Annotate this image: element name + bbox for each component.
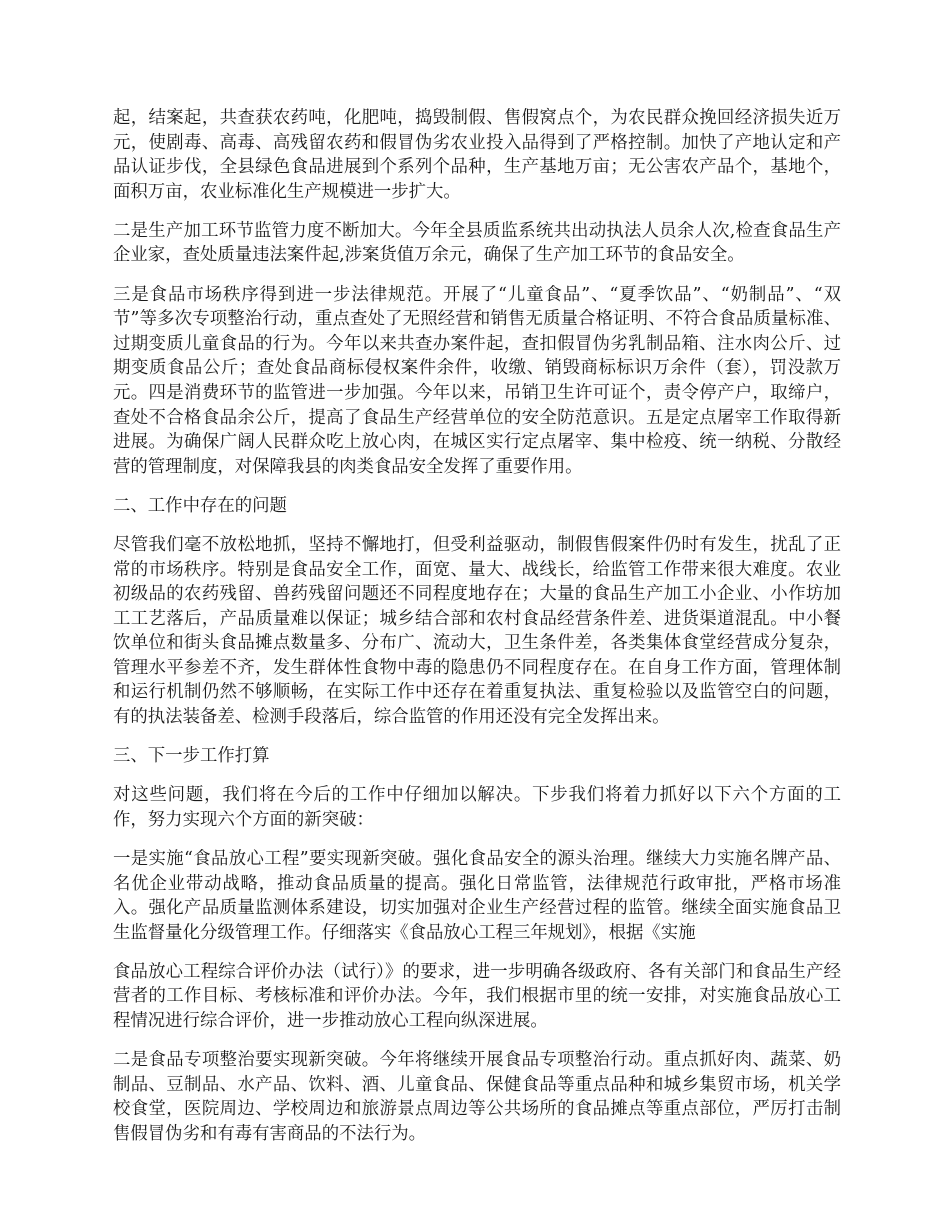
paragraph-special-rectification: 二是食品专项整治要实现新突破。今年将继续开展食品专项整治行动。重点抓好肉、蔬菜、奶制品、豆制品、水产品、饮料、酒、儿童食品、保健食品等重点品种和城乡集贸市场，机关学校食堂，医院周边、学校周边和旅游景点周边等公共场所的食品摊点等重点部位，严厉打击制售假冒伪劣和有毒有害商品的不法行为。 <box>113 1050 841 1144</box>
document-body <box>113 106 841 1161</box>
paragraph-agriculture-enforcement: 起，结案起，共查获农药吨，化肥吨，捣毁制假、售假窝点个，为农民群众挽回经济损失近万元，使剧毒、高毒、高残留农药和假冒伪劣农业投入品得到了严格控制。加快了产地认定和产品认证步伐，全县绿色食品进展到个系列个品种，生产基地万亩；无公害农产品个，基地个，面积万亩，农业标准化生产规模进一步扩大。 <box>113 108 841 202</box>
paragraph-food-safety-evaluation: 食品放心工程综合评价办法（试行）》的要求，进一步明确各级政府、各有关部门和食品生产经营者的工作目标、考核标准和评价办法。今年，我们根据市里的统一安排，对实施食品放心工程情况进行综合评价，进一步推动放心工程向纵深进展。 <box>113 961 841 1031</box>
section-heading-problems: 二、工作中存在的问题 <box>113 495 287 516</box>
paragraph-production-supervision: 二是生产加工环节监管力度不断加大。今年全县质监系统共出动执法人员余人次,检查食品生产企业家，查处质量违法案件起,涉案货值万余元，确保了生产加工环节的食品安全。 <box>113 220 841 266</box>
paragraph-next-steps-intro: 对这些问题，我们将在今后的工作中仔细加以解决。下步我们将着力抓好以下六个方面的工作，努力实现六个方面的新突破： <box>113 785 841 830</box>
paragraph-food-safety-project: 一是实施“食品放心工程”要实现新突破。强化食品安全的源头治理。继续大力实施名牌产品、名优企业带动战略，推动食品质量的提高。强化日常监管，法律规范行政审批，严格市场准入。强化产品质量监测体系建设，切实加强对企业生产经营过程的监管。继续全面实施食品卫生监督量化分级管理工作。仔细落实《食品放心工程三年规划》，根据《实施 <box>113 848 841 943</box>
paragraph-market-order: 三是食品市场秩序得到进一步法律规范。开展了“儿童食品”、“夏季饮品”、“奶制品”、“双节”等多次专项整治行动，重点查处了无照经营和销售无质量合格证明、不符合食品质量标准、过期变质儿童食品的行为。今年以来共查办案件起，查扣假冒伪劣乳制品箱、注水肉公斤、过期变质食品公斤；查处食品商标侵权案件余件，收缴、销毁商标标识万余件（套），罚没款万元。四是消费环节的监管进一步加强。今年以来，吊销卫生许可证个，责令停产户，取缔户，查处不合格食品余公斤，提高了食品生产经营单位的安全防范意识。五是定点屠宰工作取得新进展。为确保广阔人民群众吃上放心肉，在城区实行定点屠宰、集中检疫、统一纳税、分散经营的管理制度，对保障我县的肉类食品安全发挥了重要作用。 <box>113 284 841 477</box>
section-heading-next-steps: 三、下一步工作打算 <box>113 746 270 767</box>
paragraph-problems: 尽管我们毫不放松地抓，坚持不懈地打，但受利益驱动，制假售假案件仍时有发生，扰乱了正常的市场秩序。特别是食品安全工作，面宽、量大、战线长，给监管工作带来很大难度。农业初级品的农药残留、兽药残留问题还不同程度地存在；大量的食品生产加工小企业、小作坊加工工艺落后，产品质量难以保证；城乡结合部和农村食品经营条件差、进货渠道混乱。中小餐饮单位和街头食品摊点数量多、分布广、流动大，卫生条件差，各类集体食堂经营成分复杂，管理水平参差不齐，发生群体性食物中毒的隐患仍不同程度存在。在自身工作方面，管理体制和运行机制仍然不够顺畅，在实际工作中还存在着重复执法、重复检验以及监管空白的问题，有的执法装备差、检测手段落后，综合监管的作用还没有完全发挥出来。 <box>113 534 841 728</box>
